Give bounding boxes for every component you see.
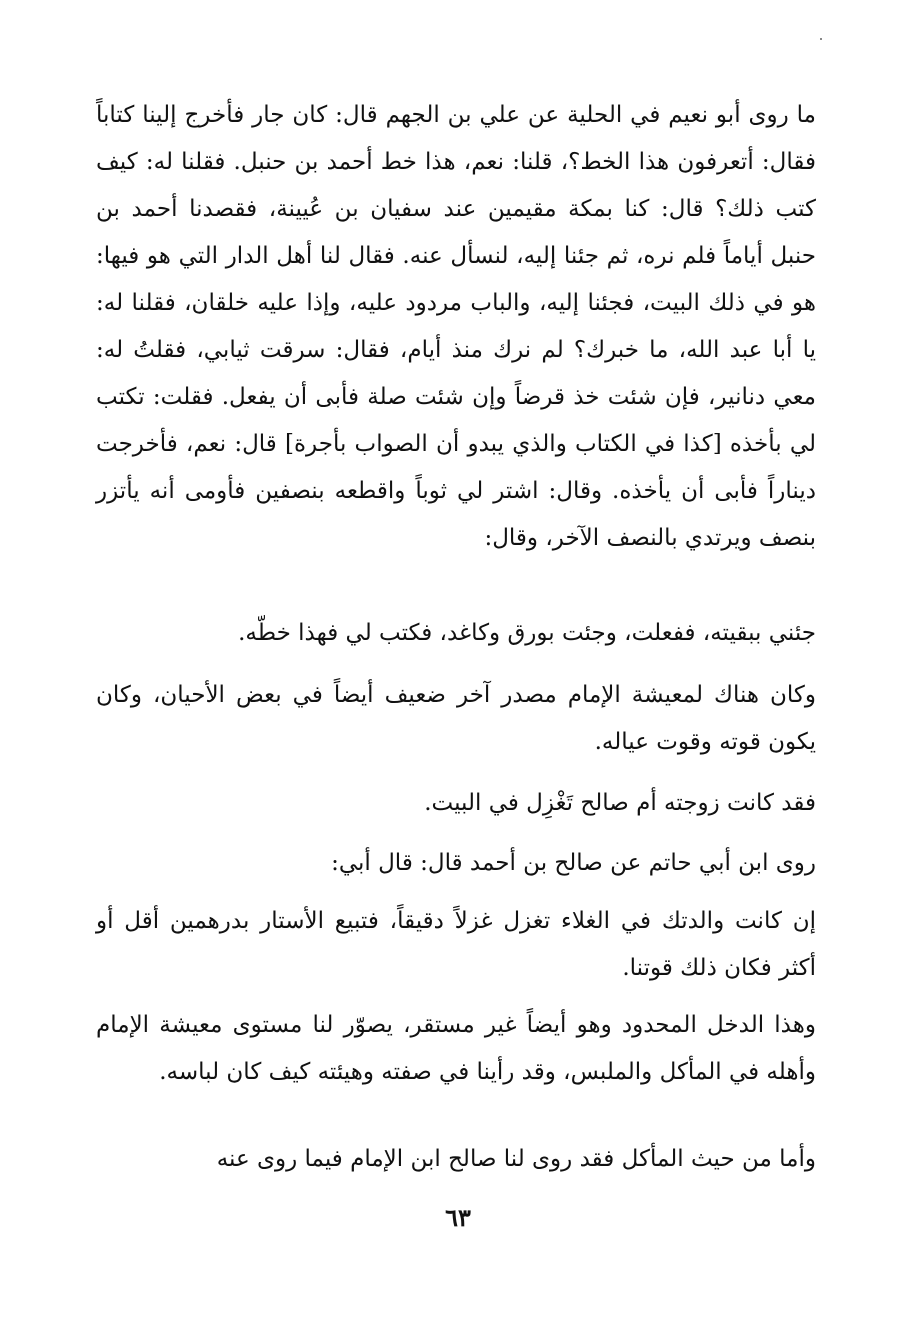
paragraph-quote-mother: إن كانت والدتك في الغلاء تغزل غزلاً دقيقاً، فتبيع الأستار بدرهمين أقل أو أكثر فكان ذلك قوتنا. xyxy=(96,908,816,981)
page-number: ٦٣ xyxy=(445,1203,471,1232)
paragraph-food: وأما من حيث المأكل فقد روى لنا صالح ابن الإمام فيما روى عنه xyxy=(216,1146,816,1172)
paragraph-hilya-narration: ما روى أبو نعيم في الحلية عن علي بن الجهم قال: كان جار فأخرج إلينا كتاباً فقال: أتعرفون هذا الخط؟، قلنا: نعم، هذا خط أحمد بن حنبل. فقلنا له: كيف كتب ذلك؟ قال: كنا بمكة مقيمين عند سفيان بن عُيينة، فقصدنا أحمد بن حنبل أياماً فلم نره، ثم جئنا إليه، لنسأل عنه. فقال لنا أهل الدار التي هو فيها: هو في ذلك البيت، فجئنا إليه، والباب مردود عليه، وإذا عليه خلقان، فقلنا له: يا أبا عبد الله، ما خبرك؟ لم نرك منذ أيام، فقال: سرقت ثيابي، فقلتُ له: معي دنانير، فإن شئت خذ قرضاً وإن شئت صلة فأبى أن يفعل. فقلت: تكتب لي بأخذه [كذا في الكتاب والذي يبدو أن الصواب بأجرة] قال: نعم، فأخرجت ديناراً فأبى أن يأخذه. وقال: اشتر لي ثوباً واقطعه بنصفين فأومى أنه يأتزر بنصف ويرتدي بالنصف الآخر، وقال: xyxy=(96,102,816,551)
scan-speck xyxy=(820,38,822,40)
paragraph-limited-income: وهذا الدخل المحدود وهو أيضاً غير مستقر، يصوّر لنا مستوى معيشة الإمام وأهله في المأكل والملبس، وقد رأينا في صفته وهيئته كيف كان لباسه. xyxy=(96,1012,816,1085)
paragraph-income-source: وكان هناك لمعيشة الإمام مصدر آخر ضعيف أيضاً في بعض الأحيان، وكان يكون قوته وقوت عياله. xyxy=(96,682,816,755)
paragraph-ibn-abi-hatim: روى ابن أبي حاتم عن صالح بن أحمد قال: قال أبي: xyxy=(331,850,816,876)
paragraph-wife-spinning: فقد كانت زوجته أم صالح تَغْزِل في البيت. xyxy=(424,790,816,816)
paragraph-quote-continuation: جئني ببقيته، ففعلت، وجئت بورق وكاغد، فكتب لي فهذا خطّه. xyxy=(238,620,816,646)
